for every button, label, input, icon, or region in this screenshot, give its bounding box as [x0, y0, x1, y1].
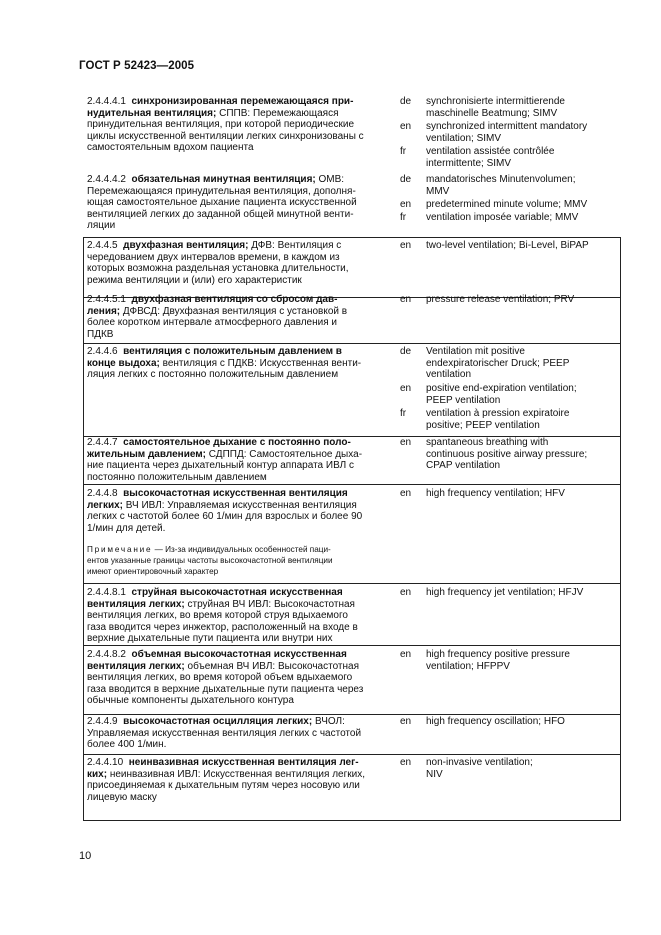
- term-name: струйная высокочастотная искусственная: [131, 587, 343, 598]
- definition-text: струйная ВЧ ИВЛ: Высокочастотная: [184, 598, 355, 610]
- definition-text: Управляемая искусственная вентиляция легких с частотой: [87, 727, 362, 739]
- translation-line: synchronisierte intermittierende: [426, 96, 565, 107]
- term-definition: [87, 716, 397, 751]
- translation: [426, 649, 626, 672]
- language-code: en: [400, 240, 412, 251]
- frame-bottom-rule: [83, 820, 621, 821]
- term-name: конце выдоха;: [87, 357, 160, 369]
- translation-line: endexpiratorischer Druck; PEEP: [426, 357, 570, 369]
- row-divider: [84, 714, 620, 715]
- translation-line: CPAP ventilation: [426, 460, 501, 472]
- row-divider: [84, 583, 620, 584]
- translation: [426, 146, 626, 169]
- definition-text: объемная ВЧ ИВЛ: Высокочастотная: [184, 660, 359, 672]
- definition-text: Самостоятельное дыха-: [246, 448, 363, 460]
- definition-text: режима вентиляции и (или) его характеристик: [87, 274, 302, 286]
- entry-number: 2.4.4.8.1: [87, 587, 126, 598]
- note-label: Примечание: [87, 545, 153, 554]
- language-code: de: [400, 346, 412, 357]
- definition-text: ляции: [87, 220, 116, 232]
- translation-line: NIV: [426, 768, 443, 780]
- term-name: двухфазная вентиляция;: [123, 240, 249, 251]
- row-divider: [84, 754, 620, 755]
- term-name: легких;: [87, 499, 123, 511]
- translation-line: positive; PEEP ventilation: [426, 419, 540, 431]
- translation: [426, 240, 626, 252]
- frame-top-rule: [83, 237, 621, 238]
- translation-line: ventilation assistée contrôlée: [426, 146, 555, 157]
- language-code: en: [400, 649, 412, 660]
- language-code: en: [400, 716, 412, 727]
- term-name: синхронизированная перемежающаяся при-: [131, 96, 354, 107]
- term-definition: [87, 587, 397, 645]
- row-divider: [84, 484, 620, 485]
- translation-line: non-invasive ventilation;: [426, 757, 533, 768]
- definition-text: лицевую маску: [87, 791, 157, 803]
- note-text: Из-за индивидуальных особенностей паци-: [165, 545, 331, 554]
- translation: [426, 121, 626, 144]
- language-code: fr: [400, 212, 407, 223]
- definition-text: более 400 1/мин.: [87, 739, 167, 751]
- term-definition: [87, 346, 397, 381]
- definition-text: более коротком интервале атмосферного давления и: [87, 317, 337, 329]
- definition-text: вентиляция легких, во время которой струя вдыхаемого: [87, 610, 348, 622]
- term-name: высокочастотная искусственная вентиляция: [123, 488, 348, 499]
- entry-number: 2.4.4.8: [87, 488, 118, 499]
- abbreviation: ДФВ:: [251, 240, 275, 251]
- definition-text: легких с частотой более 60 1/мин для взрослых и более 90: [87, 511, 363, 523]
- translation-line: positive end-expiration ventilation;: [426, 383, 577, 394]
- translation: [426, 587, 626, 599]
- language-code: en: [400, 587, 412, 598]
- definition-text: 1/мин для детей.: [87, 522, 166, 534]
- translation: [426, 757, 626, 780]
- translation-line: high frequency ventilation; HFV: [426, 488, 565, 499]
- translation: [426, 212, 626, 224]
- term-name: самостоятельное дыхание с постоянно поло-: [123, 437, 351, 448]
- translation: [426, 199, 626, 211]
- term-name: неинвазивная искусственная вентиляция лег-: [128, 757, 359, 768]
- definition-text: вентиляцией легких до заданной общей минутной венти-: [87, 208, 354, 220]
- translation: [426, 488, 626, 500]
- translation-line: two-level ventilation; Bi-Level, BiPAP: [426, 240, 589, 251]
- translation-line: ventilation: [426, 369, 472, 381]
- frame-right-rule: [620, 237, 621, 821]
- definition-text: чередованием двух интервалов времени, в каждом из: [87, 251, 340, 263]
- note-dash: —: [152, 545, 166, 554]
- definition-text: ющая самостоятельное дыхание пациента искусственной: [87, 197, 357, 209]
- definition-text: Перемежающаяся принудительная вентиляция, дополня-: [87, 185, 356, 197]
- abbreviation: ВЧОЛ:: [314, 716, 345, 727]
- language-code: en: [400, 488, 412, 499]
- translation-line: high frequency positive pressure: [426, 649, 570, 660]
- abbreviation: ВЧ ИВЛ:: [125, 499, 165, 511]
- translation-line: intermittente; SIMV: [426, 157, 512, 169]
- translation-line: maschinelle Beatmung; SIMV: [426, 107, 558, 119]
- translation: [426, 383, 626, 406]
- language-code: de: [400, 174, 412, 185]
- translation-line: synchronized intermittent mandatory: [426, 121, 588, 132]
- entry-number: 2.4.4.6: [87, 346, 118, 357]
- definition-text: ляция легких с постоянно положительным давлением: [87, 369, 339, 381]
- abbreviation: ДФВСД:: [122, 305, 160, 317]
- term-name: обязательная минутная вентиляция;: [131, 174, 316, 185]
- row-divider: [84, 343, 620, 344]
- term-name: ких;: [87, 768, 108, 780]
- term-definition: [87, 757, 397, 803]
- language-code: en: [400, 294, 412, 305]
- term-definition: [87, 649, 397, 707]
- translation-line: ventilation; HFPPV: [426, 660, 510, 672]
- term-definition: [87, 294, 397, 340]
- term-name: вентиляция легких;: [87, 660, 185, 672]
- translation-line: ventilation; SIMV: [426, 132, 502, 144]
- definition-text: Вентиляция с: [274, 240, 342, 251]
- entry-number: 2.4.4.5: [87, 240, 118, 251]
- entry-number: 2.4.4.9: [87, 716, 118, 727]
- note-block: [87, 544, 397, 577]
- translation-line: high frequency oscillation; HFO: [426, 716, 565, 727]
- translation-line: spantaneous breathing with: [426, 437, 549, 448]
- language-code: fr: [400, 408, 407, 419]
- note-text: ентов указанные границы частоты высокочастотной вентиляции: [87, 556, 333, 565]
- abbreviation: СДППД:: [208, 448, 247, 460]
- term-definition: [87, 488, 397, 534]
- definition-text: Перемежающаяся: [250, 107, 339, 119]
- definition-text: циклы искусственной вентиляции легких синхронизованы с: [87, 130, 364, 142]
- language-code: en: [400, 199, 412, 210]
- entry-number: 2.4.4.4.2: [87, 174, 126, 185]
- entry-number: 2.4.4.10: [87, 757, 124, 768]
- translation: [426, 437, 626, 472]
- translation-line: Ventilation mit positive: [426, 346, 525, 357]
- abbreviation: ОМВ:: [318, 174, 345, 185]
- definition-text: газа вводится в верхние дыхательные пути пациента через: [87, 683, 364, 695]
- definition-text: постоянно положительным давлением: [87, 471, 267, 483]
- term-name: вентиляция с положительным давлением в: [123, 346, 342, 357]
- language-code: en: [400, 121, 412, 132]
- language-code: en: [400, 437, 412, 448]
- definition-text: обычные компоненты дыхательного контура: [87, 695, 294, 707]
- translation: [426, 346, 626, 381]
- definition-text: верхние дыхательные пути пациента или внутри них: [87, 633, 333, 645]
- translation: [426, 716, 626, 728]
- definition-text: самостоятельным вдохом пациента: [87, 142, 254, 154]
- language-code: de: [400, 96, 412, 107]
- translation-line: predetermined minute volume; MMV: [426, 199, 588, 210]
- definition-text: присоединяемая к дыхательным путям через носовую или: [87, 780, 360, 792]
- definition-text: вентиляция легких, во время которой объем вдыхаемого: [87, 672, 353, 684]
- definition-text: вентиляция с ПДКВ: Искусственная венти-: [159, 357, 362, 369]
- frame-left-rule: [83, 237, 84, 821]
- definition-text: Двухфазная вентиляция с установкой в: [159, 305, 348, 317]
- definition-text: ПДКВ: [87, 328, 114, 340]
- term-definition: [87, 174, 397, 232]
- translation-line: MMV: [426, 185, 450, 197]
- definition-text: ние пациента через дыхательный контур аппарата ИВЛ с: [87, 460, 354, 472]
- definition-text: неинвазивная ИВЛ: Искусственная вентиляция легких,: [107, 768, 365, 780]
- term-name: двухфазная вентиляция со сбросом дав-: [131, 294, 338, 305]
- language-code: en: [400, 383, 412, 394]
- term-name: нудительная вентиляция;: [87, 107, 217, 119]
- term-name: жительным давлением;: [87, 448, 207, 460]
- translation-line: ventilation à pression expiratoire: [426, 408, 570, 419]
- language-code: en: [400, 757, 412, 768]
- page-header: ГОСТ Р 52423—2005: [79, 60, 195, 72]
- entry-number: 2.4.4.7: [87, 437, 118, 448]
- translation-line: pressure release ventilation; PRV: [426, 294, 575, 305]
- definition-text: Управляемая искусственная вентиляция: [164, 499, 357, 511]
- translation: [426, 96, 626, 119]
- term-definition: [87, 240, 397, 286]
- term-name: объемная высокочастотная искусственная: [131, 649, 347, 660]
- translation-line: continuous positive airway pressure;: [426, 448, 588, 460]
- abbreviation: СППВ:: [219, 107, 251, 119]
- note-text: имеют ориентировочный характер: [87, 567, 219, 576]
- term-definition: [87, 96, 397, 154]
- translation-line: ventilation imposée variable; MMV: [426, 212, 579, 223]
- entry-number: 2.4.4.8.2: [87, 649, 126, 660]
- term-name: высокочастотная осцилляция легких;: [123, 716, 313, 727]
- translation-line: high frequency jet ventilation; HFJV: [426, 587, 584, 598]
- translation-line: PEEP ventilation: [426, 394, 501, 406]
- term-name: ления;: [87, 305, 121, 317]
- definition-text: принудительная вентиляция, при которой периодические: [87, 119, 355, 131]
- translation: [426, 408, 626, 431]
- definition-text: которых возможна раздельная установка длительности,: [87, 263, 349, 275]
- entry-number: 2.4.4.5.1: [87, 294, 126, 305]
- term-definition: [87, 437, 397, 483]
- term-name: вентиляция легких;: [87, 598, 185, 610]
- entry-number: 2.4.4.4.1: [87, 96, 126, 107]
- page-number: 10: [79, 850, 92, 862]
- row-divider: [84, 645, 620, 646]
- translation: [426, 294, 626, 306]
- language-code: fr: [400, 146, 407, 157]
- translation: [426, 174, 626, 197]
- definition-text: газа вводится через инжектор, расположенный на входе в: [87, 621, 358, 633]
- translation-line: mandatorisches Minutenvolumen;: [426, 174, 576, 185]
